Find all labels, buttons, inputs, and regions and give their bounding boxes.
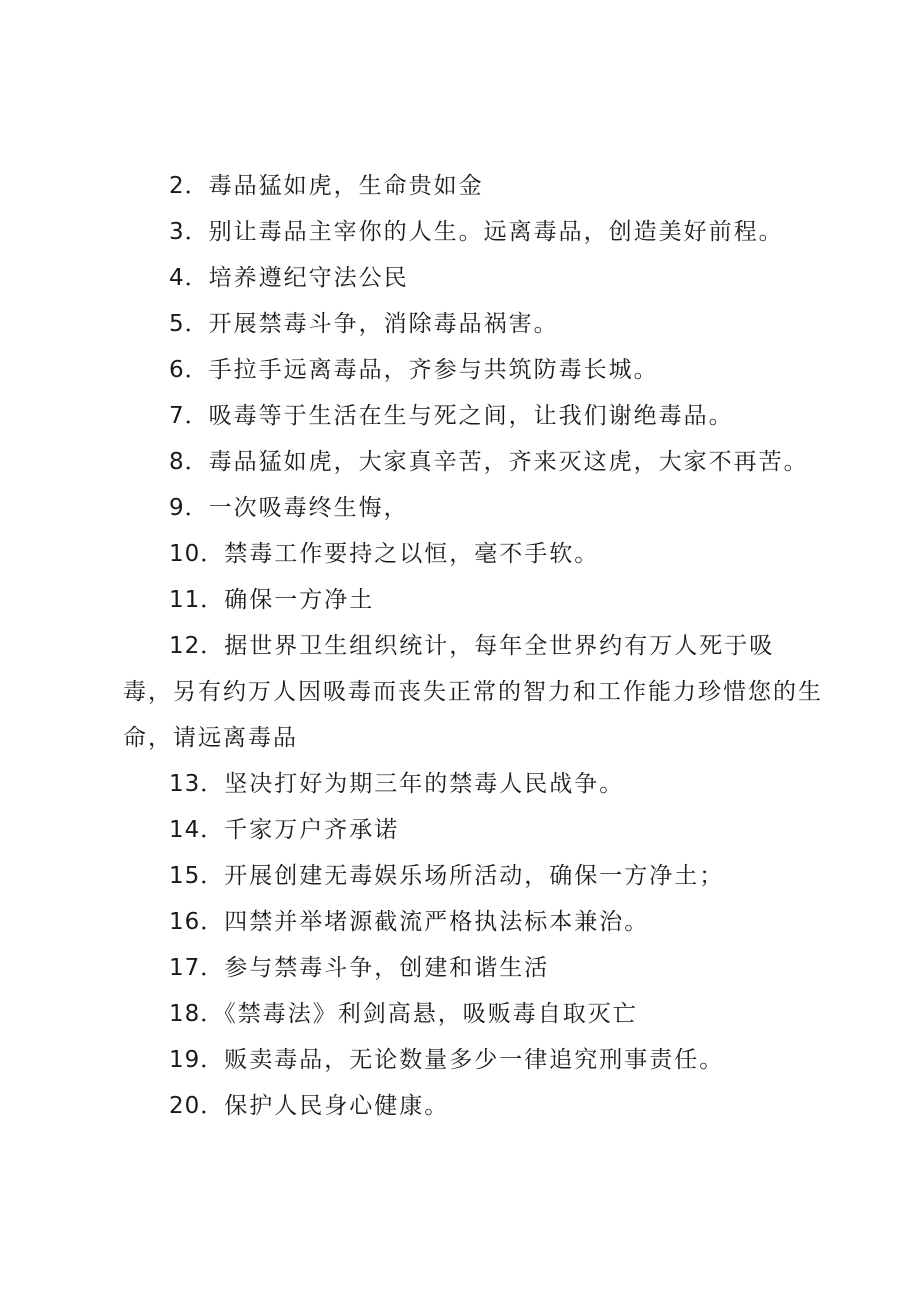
item-text: 《禁毒法》利剑高悬，吸贩毒自取灭亡 xyxy=(224,1001,638,1027)
list-item xyxy=(123,209,823,255)
list-item xyxy=(123,945,823,991)
list-item xyxy=(123,255,823,301)
list-item xyxy=(123,347,823,393)
item-text: 确保一方净土 xyxy=(224,587,375,613)
list-item xyxy=(123,531,823,577)
item-text: 培养遵纪守法公民 xyxy=(208,265,409,291)
list-item xyxy=(123,991,823,1037)
list-item xyxy=(123,577,823,623)
item-number: 20． xyxy=(169,1093,225,1119)
item-text: 一次吸毒终生悔， xyxy=(208,495,409,521)
item-text: 毒品猛如虎，生命贵如金 xyxy=(208,173,484,199)
item-text: 别让毒品主宰你的人生。远离毒品，创造美好前程。 xyxy=(208,219,784,245)
item-text: 四禁并举堵源截流严格执法标本兼治。 xyxy=(224,909,650,935)
item-text: 据世界卫生组织统计，每年全世界约有万人死于吸毒，另有约万人因吸毒而丧失正常的智力和工作能力珍惜您的生命，请远离毒品 xyxy=(123,633,823,751)
item-text: 坚决打好为期三年的禁毒人民战争。 xyxy=(224,771,625,797)
item-number: 5． xyxy=(169,311,209,337)
item-number: 16． xyxy=(169,909,225,935)
list-item xyxy=(123,485,823,531)
list-item xyxy=(123,301,823,347)
item-number: 10． xyxy=(169,541,225,567)
list-item xyxy=(123,623,823,761)
list-item xyxy=(123,1037,823,1083)
item-number: 19． xyxy=(169,1047,225,1073)
item-number: 2． xyxy=(169,173,209,199)
list-item xyxy=(123,439,823,485)
item-number: 11． xyxy=(169,587,225,613)
item-text: 参与禁毒斗争，创建和谐生活 xyxy=(224,955,550,981)
item-text: 吸毒等于生活在生与死之间，让我们谢绝毒品。 xyxy=(208,403,734,429)
list-item xyxy=(123,853,823,899)
item-number: 14． xyxy=(169,817,225,843)
item-number: 15． xyxy=(169,863,225,889)
item-number: 4． xyxy=(169,265,209,291)
item-number: 9． xyxy=(169,495,209,521)
item-text: 开展禁毒斗争，消除毒品祸害。 xyxy=(208,311,559,337)
item-text: 千家万户齐承诺 xyxy=(224,817,400,843)
slogan-list xyxy=(123,163,823,1129)
item-number: 7． xyxy=(169,403,209,429)
item-text: 禁毒工作要持之以恒，毫不手软。 xyxy=(224,541,600,567)
item-text: 贩卖毒品，无论数量多少一律追究刑事责任。 xyxy=(224,1047,725,1073)
item-number: 13． xyxy=(169,771,225,797)
list-item xyxy=(123,899,823,945)
list-item xyxy=(123,1083,823,1129)
item-number: 17． xyxy=(169,955,225,981)
item-text: 毒品猛如虎，大家真辛苦，齐来灭这虎，大家不再苦。 xyxy=(208,449,809,475)
item-number: 6． xyxy=(169,357,209,383)
list-item xyxy=(123,761,823,807)
item-text: 保护人民身心健康。 xyxy=(224,1093,450,1119)
item-number: 3． xyxy=(169,219,209,245)
item-number: 18． xyxy=(169,1001,225,1027)
item-number: 8． xyxy=(169,449,209,475)
list-item xyxy=(123,163,823,209)
item-number: 12． xyxy=(169,633,225,659)
item-text: 开展创建无毒娱乐场所活动，确保一方净土； xyxy=(224,863,725,889)
item-text: 手拉手远离毒品，齐参与共筑防毒长城。 xyxy=(208,357,659,383)
list-item xyxy=(123,807,823,853)
list-item xyxy=(123,393,823,439)
